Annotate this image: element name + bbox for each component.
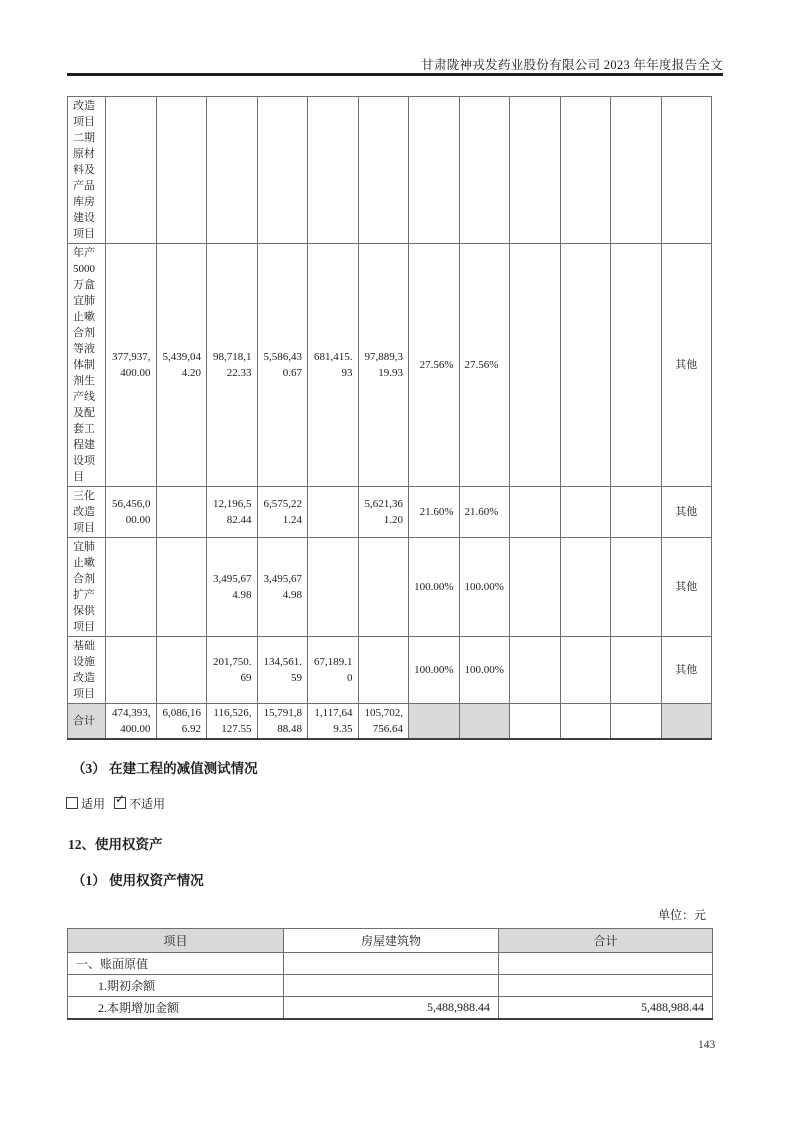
rou-assets-heading: 12、使用权资产 xyxy=(68,837,163,852)
amount-cell: 5,586,430.67 xyxy=(257,244,308,487)
percent-cell: 100.00% xyxy=(409,637,460,704)
percent-cell: 21.60% xyxy=(409,487,460,538)
empty-cell xyxy=(510,97,561,244)
value-cell xyxy=(499,975,713,997)
percent-cell xyxy=(409,97,460,244)
amount-cell xyxy=(358,538,409,637)
not-applicable-label: 不适用 xyxy=(129,797,166,811)
amount-cell xyxy=(106,637,157,704)
amount-cell xyxy=(207,97,258,244)
amount-cell: 56,456,000.00 xyxy=(106,487,157,538)
project-name-cell: 年产5000万盒宜肺止嗽合剂等液体制剂生产线及配套工程建设项目 xyxy=(68,244,106,487)
empty-cell xyxy=(611,97,662,244)
empty-cell xyxy=(560,704,611,740)
amount-cell xyxy=(156,637,207,704)
amount-cell xyxy=(106,97,157,244)
percent-cell xyxy=(459,97,510,244)
right-of-use-assets-table xyxy=(67,928,713,1020)
empty-cell xyxy=(560,244,611,487)
cip-total-row xyxy=(68,704,712,740)
amount-cell: 474,393,400.00 xyxy=(106,704,157,740)
rou-assets-sub-heading: （1） 使用权资产情况 xyxy=(72,873,204,888)
value-cell xyxy=(284,953,499,975)
percent-cell xyxy=(459,704,510,740)
amount-cell: 15,791,888.48 xyxy=(257,704,308,740)
project-name-cell: 三化改造项目 xyxy=(68,487,106,538)
amount-cell xyxy=(308,97,359,244)
cip-project-row xyxy=(68,538,712,637)
rou-header-row xyxy=(68,929,713,953)
amount-cell: 3,495,674.98 xyxy=(257,538,308,637)
empty-cell xyxy=(560,97,611,244)
amount-cell: 67,189.10 xyxy=(308,637,359,704)
report-header-title: 甘肃陇神戎发药业股份有限公司 2023 年年度报告全文 xyxy=(421,58,723,72)
header-rule xyxy=(67,73,723,76)
amount-cell xyxy=(308,487,359,538)
amount-cell xyxy=(156,97,207,244)
empty-cell xyxy=(611,538,662,637)
amount-cell: 201,750.69 xyxy=(207,637,258,704)
amount-cell: 134,561.59 xyxy=(257,637,308,704)
column-header-total: 合计 xyxy=(499,929,713,953)
row-label-cell: 2.本期增加金额 xyxy=(68,997,284,1020)
amount-cell: 377,937,400.00 xyxy=(106,244,157,487)
amount-cell: 681,415.93 xyxy=(308,244,359,487)
fund-source-cell: 其他 xyxy=(661,487,712,538)
percent-cell: 21.60% xyxy=(459,487,510,538)
empty-cell xyxy=(510,487,561,538)
empty-cell xyxy=(560,637,611,704)
column-header-buildings: 房屋建筑物 xyxy=(284,929,499,953)
cip-project-row xyxy=(68,487,712,538)
amount-cell: 3,495,674.98 xyxy=(207,538,258,637)
check-mark-icon: ✓ xyxy=(115,792,126,806)
amount-cell xyxy=(156,487,207,538)
amount-cell xyxy=(308,538,359,637)
empty-cell xyxy=(611,244,662,487)
value-cell: 5,488,988.44 xyxy=(499,997,713,1020)
fund-source-cell xyxy=(661,97,712,244)
cip-project-row xyxy=(68,97,712,244)
amount-cell: 6,575,221.24 xyxy=(257,487,308,538)
percent-cell: 27.56% xyxy=(409,244,460,487)
value-cell xyxy=(284,975,499,997)
amount-cell: 97,889,319.93 xyxy=(358,244,409,487)
row-label-cell: 一、账面原值 xyxy=(68,953,284,975)
unit-label: 单位：元 xyxy=(657,908,706,922)
cip-project-row xyxy=(68,244,712,487)
amount-cell xyxy=(106,538,157,637)
percent-cell: 27.56% xyxy=(459,244,510,487)
empty-cell xyxy=(510,244,561,487)
cip-project-row xyxy=(68,637,712,704)
percent-cell: 100.00% xyxy=(459,637,510,704)
amount-cell xyxy=(358,637,409,704)
percent-cell: 100.00% xyxy=(409,538,460,637)
project-name-cell: 改造项目二期原材料及产品库房建设项目 xyxy=(68,97,106,244)
value-cell xyxy=(499,953,713,975)
rou-table-row xyxy=(68,953,713,975)
fund-source-cell: 其他 xyxy=(661,637,712,704)
empty-cell xyxy=(510,538,561,637)
amount-cell xyxy=(156,538,207,637)
row-label-cell: 1.期初余额 xyxy=(68,975,284,997)
empty-cell xyxy=(611,487,662,538)
checkbox-unchecked-icon[interactable] xyxy=(66,797,78,809)
percent-cell: 100.00% xyxy=(459,538,510,637)
amount-cell: 1,117,649.35 xyxy=(308,704,359,740)
construction-in-progress-table xyxy=(67,96,712,740)
value-cell: 5,488,988.44 xyxy=(284,997,499,1020)
applicability-row xyxy=(66,792,166,812)
amount-cell: 5,621,361.20 xyxy=(358,487,409,538)
amount-cell xyxy=(257,97,308,244)
empty-cell xyxy=(560,538,611,637)
amount-cell: 105,702,756.64 xyxy=(358,704,409,740)
fund-source-cell: 其他 xyxy=(661,538,712,637)
project-name-cell: 基础设施改造项目 xyxy=(68,637,106,704)
impairment-test-heading: （3） 在建工程的减值测试情况 xyxy=(72,761,258,776)
rou-table-row xyxy=(68,975,713,997)
empty-cell xyxy=(560,487,611,538)
amount-cell xyxy=(358,97,409,244)
fund-source-cell: 其他 xyxy=(661,244,712,487)
amount-cell: 6,086,166.92 xyxy=(156,704,207,740)
project-name-cell: 宜肺止嗽合剂扩产保供项目 xyxy=(68,538,106,637)
amount-cell: 116,526,127.55 xyxy=(207,704,258,740)
percent-cell xyxy=(409,704,460,740)
checkbox-checked-icon[interactable] xyxy=(114,792,126,809)
rou-table-row xyxy=(68,997,713,1020)
applicable-label: 适用 xyxy=(81,797,106,811)
amount-cell: 98,718,122.33 xyxy=(207,244,258,487)
empty-cell xyxy=(510,637,561,704)
amount-cell: 5,439,044.20 xyxy=(156,244,207,487)
fund-source-cell xyxy=(661,704,712,740)
empty-cell xyxy=(611,704,662,740)
amount-cell: 12,196,582.44 xyxy=(207,487,258,538)
column-header-item: 项目 xyxy=(68,929,284,953)
empty-cell xyxy=(510,704,561,740)
project-name-cell: 合计 xyxy=(68,704,106,740)
page-number: 143 xyxy=(698,1039,716,1051)
empty-cell xyxy=(611,637,662,704)
